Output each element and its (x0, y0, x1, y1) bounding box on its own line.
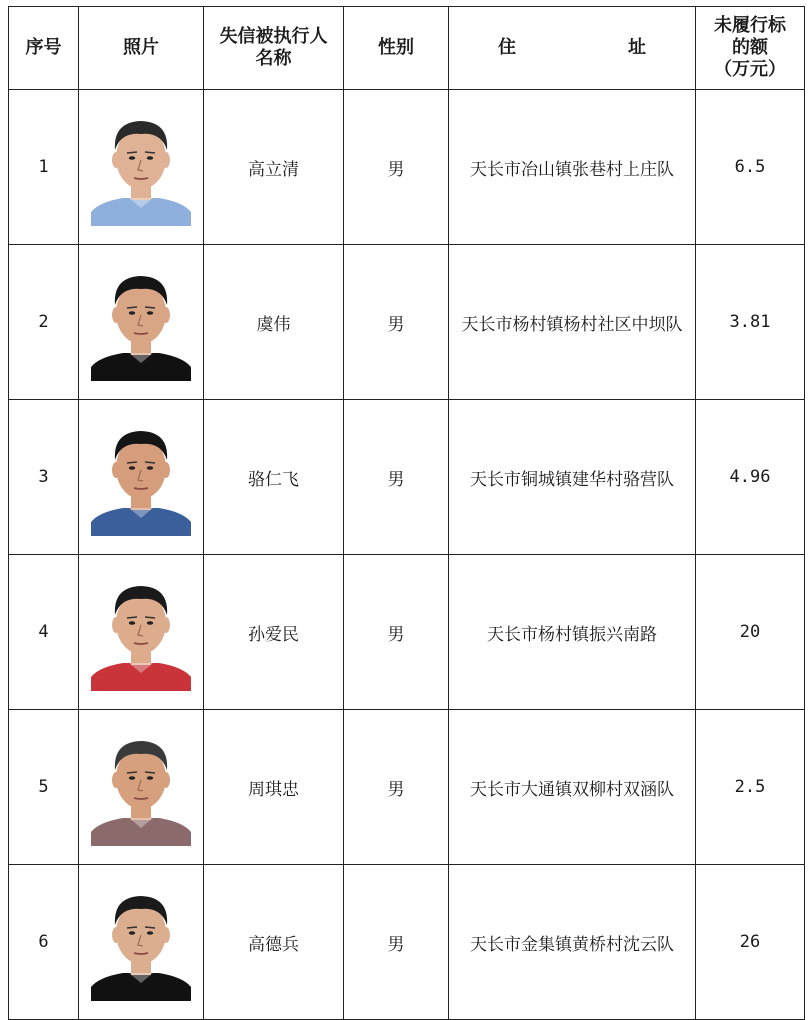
row-address: 天长市金集镇黄桥村沈云队 (449, 865, 696, 1020)
header-name (204, 7, 344, 90)
header-row (9, 7, 805, 90)
header-address-char1: 住 (498, 37, 516, 58)
row-address: 天长市铜城镇建华村骆营队 (449, 400, 696, 555)
row-photo-cell (79, 710, 204, 865)
person-photo (91, 883, 191, 1001)
row-name: 高德兵 (204, 865, 344, 1020)
row-name: 周琪忠 (204, 710, 344, 865)
row-amount: 20 (696, 555, 805, 710)
table-row (9, 400, 805, 555)
row-amount: 6.5 (696, 90, 805, 245)
row-photo-cell (79, 865, 204, 1020)
row-name: 高立清 (204, 90, 344, 245)
table-row (9, 555, 805, 710)
header-photo: 照片 (79, 7, 204, 90)
header-seq: 序号 (9, 7, 79, 90)
person-photo (91, 573, 191, 691)
row-name: 虞伟 (204, 245, 344, 400)
row-photo-cell (79, 555, 204, 710)
row-amount: 26 (696, 865, 805, 1020)
header-address (449, 7, 696, 90)
header-amount-line2: 的额 (732, 37, 768, 58)
table-row (9, 245, 805, 400)
row-address: 天长市冶山镇张巷村上庄队 (449, 90, 696, 245)
header-amount-line1: 未履行标 (714, 15, 786, 36)
row-photo-cell (79, 90, 204, 245)
person-photo (91, 418, 191, 536)
row-photo-cell (79, 400, 204, 555)
row-address: 天长市杨村镇杨村社区中坝队 (449, 245, 696, 400)
row-seq: 1 (9, 90, 79, 245)
row-gender: 男 (344, 555, 449, 710)
row-seq: 2 (9, 245, 79, 400)
person-photo (91, 263, 191, 381)
row-gender: 男 (344, 245, 449, 400)
header-address-char2: 址 (628, 37, 646, 58)
defaulter-table (8, 6, 805, 1020)
row-seq: 6 (9, 865, 79, 1020)
row-gender: 男 (344, 400, 449, 555)
header-amount-line3: （万元） (714, 59, 786, 80)
row-gender: 男 (344, 90, 449, 245)
row-seq: 3 (9, 400, 79, 555)
row-gender: 男 (344, 710, 449, 865)
header-name-line1: 失信被执行人 (219, 26, 328, 47)
row-amount: 3.81 (696, 245, 805, 400)
person-photo (91, 108, 191, 226)
row-amount: 2.5 (696, 710, 805, 865)
table-row (9, 710, 805, 865)
row-gender: 男 (344, 865, 449, 1020)
header-amount (696, 7, 805, 90)
header-name-line2: 名称 (255, 48, 292, 69)
header-gender: 性别 (344, 7, 449, 90)
row-seq: 4 (9, 555, 79, 710)
row-address: 天长市大通镇双柳村双涵队 (449, 710, 696, 865)
table-row (9, 865, 805, 1020)
row-name: 骆仁飞 (204, 400, 344, 555)
row-amount: 4.96 (696, 400, 805, 555)
row-seq: 5 (9, 710, 79, 865)
row-name: 孙爱民 (204, 555, 344, 710)
row-address: 天长市杨村镇振兴南路 (449, 555, 696, 710)
person-photo (91, 728, 191, 846)
table-row (9, 90, 805, 245)
row-photo-cell (79, 245, 204, 400)
